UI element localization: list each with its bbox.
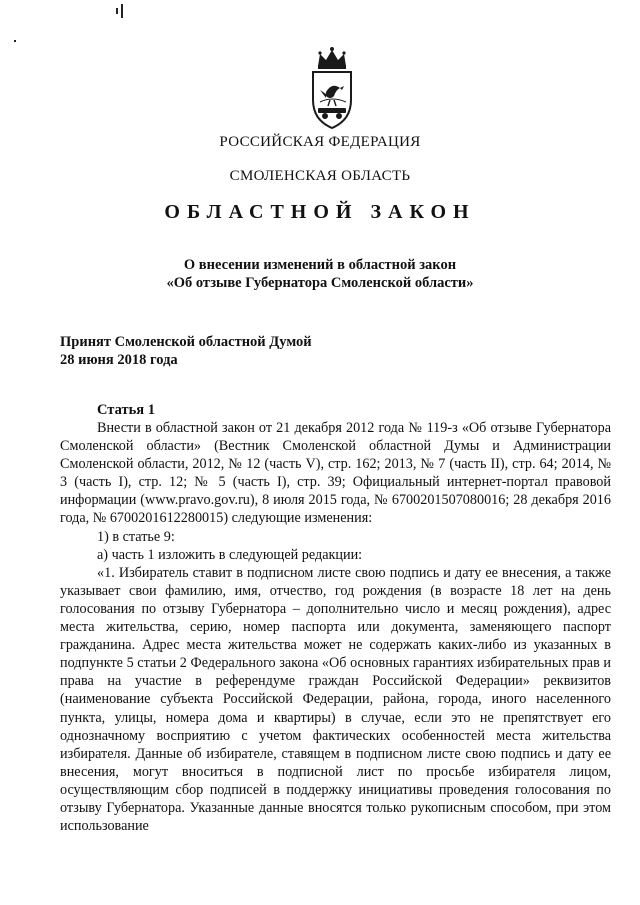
article-paragraph: 1) в статье 9: xyxy=(97,528,175,545)
adoption-body: Принят Смоленской областной Думой xyxy=(60,334,312,350)
oblast-title: СМОЛЕНСКАЯ ОБЛАСТЬ xyxy=(229,168,411,184)
law-title-line: О внесении изменений в областной закон xyxy=(183,257,457,273)
law-type-heading: ОБЛАСТНОЙ ЗАКОН xyxy=(164,201,476,223)
federation-title: РОССИЙСКАЯ ФЕДЕРАЦИЯ xyxy=(219,134,421,150)
adoption-info xyxy=(60,333,312,369)
article-heading: Статья 1 xyxy=(97,402,155,418)
adoption-date: 28 июня 2018 года xyxy=(60,352,178,368)
article-body xyxy=(60,419,611,835)
law-title xyxy=(0,256,640,292)
smolensk-coat-of-arms-icon xyxy=(296,44,368,134)
law-title-line: «Об отзыве Губернатора Смоленской области» xyxy=(166,275,474,291)
scan-speck xyxy=(14,40,16,42)
scan-mark xyxy=(121,4,123,18)
article-paragraph: «1. Избиратель ставит в подписном листе свою подпись и дату ее внесения, а также указывает свои фамилию, имя, отчество, год рождения (в возрасте 18 лет на день голосования по отзыву Губернатора – дополнительно число и месяц рождения), адрес места жительства, серию, номер паспорта или документа, заменяющего паспорт гражданина. Адрес места жительства может не содержать каких-либо из указанных в подпункте 5 статьи 2 Федерального закона «Об основных гарантиях избирательных прав и права на участие в референдуме граждан Российской Федерации» реквизитов (наименование субъекта Российской Федерации, района, города, иного населенного пункта, улицы, номера дома и квартиры) в случае, если это не препятствует его однозначному восприятию с учетом фактических особенностей места жительства избирателя. Данные об избирателе, ставящем в подписном листе свою подпись и дату ее внесения, могут вноситься в подписной лист по просьбе избирателя лицом, осуществляющим сбор подписей в поддержку инициативы проведения голосования по отзыву Губернатора. Указанные данные вносятся только рукописным способом, при этом использование xyxy=(60,564,611,835)
scan-mark xyxy=(116,8,118,14)
article-paragraph: Внести в областной закон от 21 декабря 2012 года № 119-з «Об отзыве Губернатора Смоленской области» (Вестник Смоленской областной Думы и Администрации Смоленской области, 2012, № 12 (часть V), стр. 162; 2013, № 7 (часть II), стр. 64; 2014, № 3 (часть I), стр. 12; № 5 (часть I), стр. 39; Официальный интернет-портал правовой информации (www.pravo.gov.ru), 8 июля 2015 года, № 6700201507080016; 28 декабря 2016 года, № 6700201612280015) следующие изменения: xyxy=(60,420,611,527)
article-paragraph: а) часть 1 изложить в следующей редакции: xyxy=(97,546,363,563)
